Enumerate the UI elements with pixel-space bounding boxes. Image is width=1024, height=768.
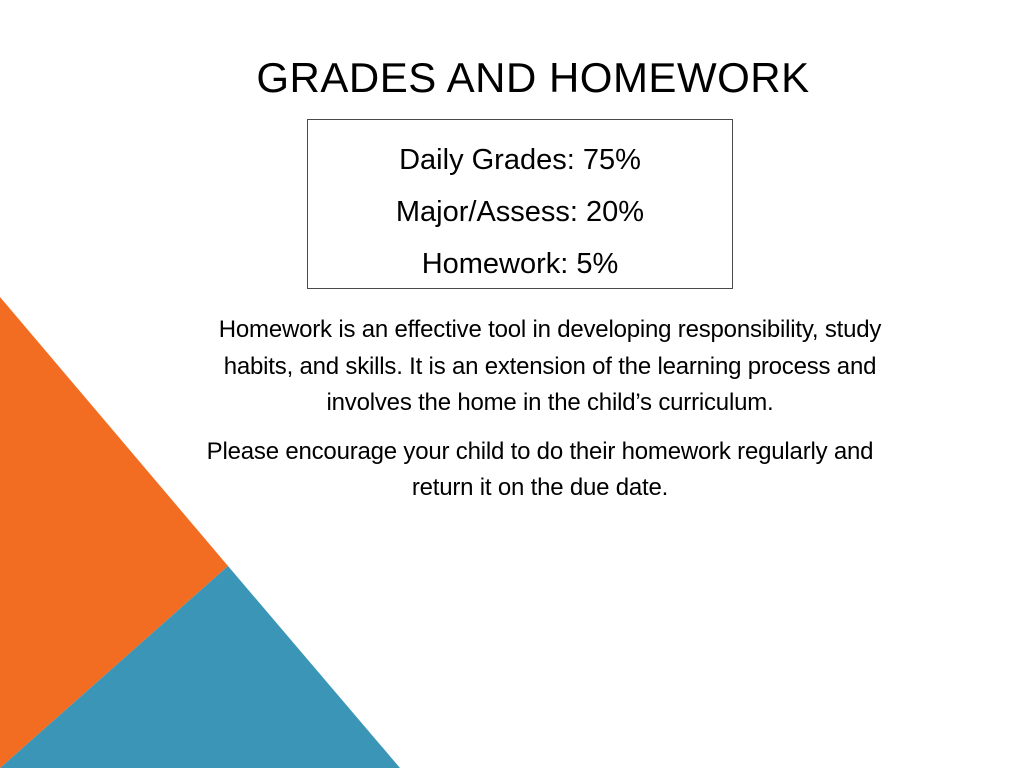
grade-breakdown-box [307, 119, 733, 289]
body-text [175, 312, 905, 519]
homework-description: Homework is an effective tool in developing responsibility, study habits, and skills. It is an extension of the learning process and involves the home in the child’s curriculum. [218, 316, 882, 416]
grade-daily: Daily Grades: 75% [399, 144, 641, 176]
grade-major-assess: Major/Assess: 20% [395, 196, 645, 228]
grade-homework: Homework: 5% [421, 248, 619, 280]
homework-encouragement: Please encourage your child to do their homework regularly and return it on the due date. [206, 437, 874, 501]
slide-title: GRADES AND HOMEWORK [256, 54, 810, 101]
